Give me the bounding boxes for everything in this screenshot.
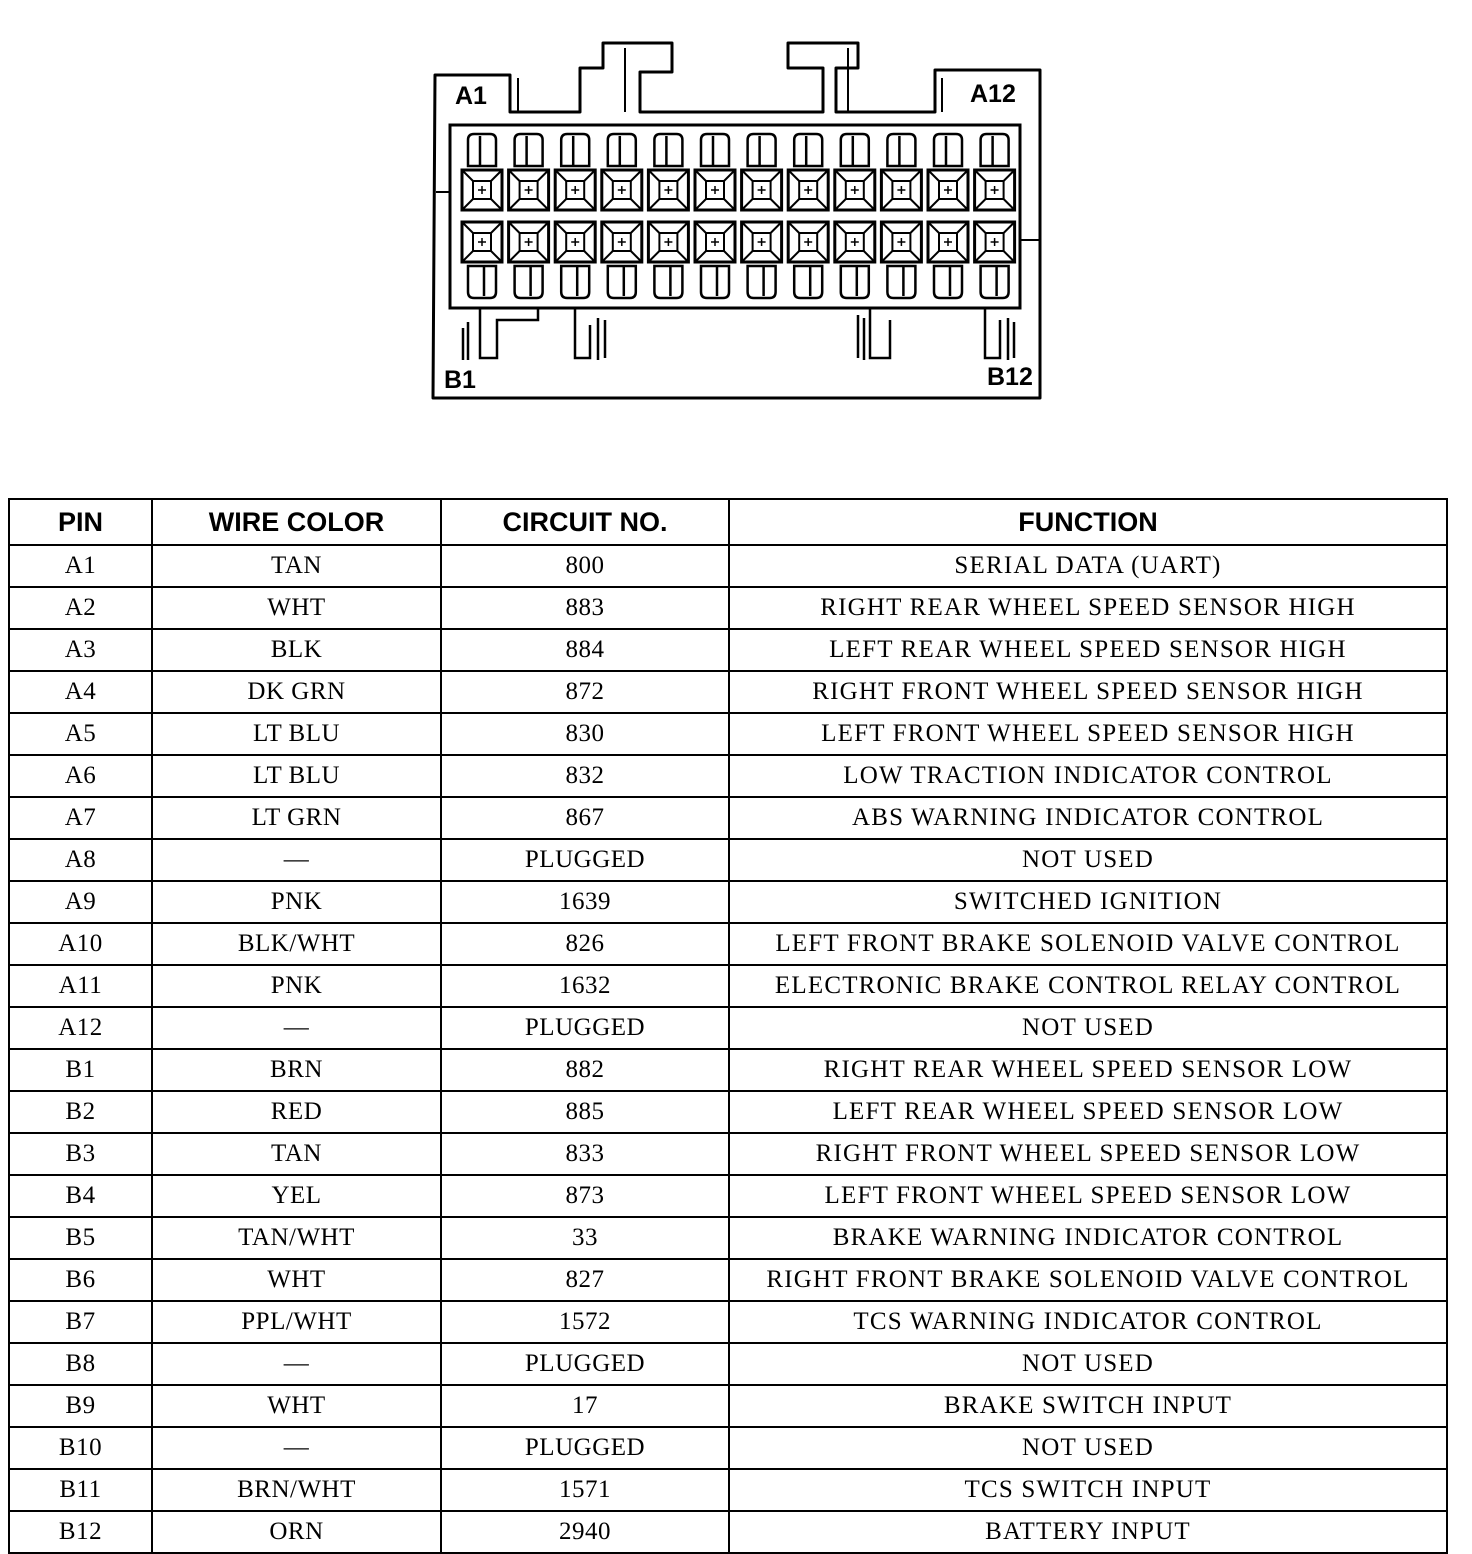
cell-function: LEFT REAR WHEEL SPEED SENSOR LOW [729,1091,1447,1133]
cell-circuit-no: PLUGGED [441,1427,729,1469]
connector-pin-cavities [462,134,1015,298]
pin-cavity [555,170,595,210]
table-row [9,881,1447,923]
table-row [9,1427,1447,1469]
terminal-top [794,134,822,166]
cell-wire-color: YEL [152,1175,441,1217]
table-row [9,671,1447,713]
cell-circuit-no: 882 [441,1049,729,1091]
table-row [9,1385,1447,1427]
label-b1: B1 [444,366,476,394]
terminal-bottom [468,266,496,298]
terminal-bottom [887,266,915,298]
cell-circuit-no: 833 [441,1133,729,1175]
cell-pin: A6 [9,755,152,797]
cell-pin: B3 [9,1133,152,1175]
cell-function: ELECTRONIC BRAKE CONTROL RELAY CONTROL [729,965,1447,1007]
cell-wire-color: PNK [152,965,441,1007]
cell-wire-color: BLK/WHT [152,923,441,965]
pin-cavity [928,222,968,262]
cell-wire-color: WHT [152,1259,441,1301]
cell-function: LEFT FRONT WHEEL SPEED SENSOR LOW [729,1175,1447,1217]
pin-cavity [881,170,921,210]
pin-cavity [742,222,782,262]
cell-pin: A3 [9,629,152,671]
table-row [9,1133,1447,1175]
cell-circuit-no: 832 [441,755,729,797]
pin-cavity [742,170,782,210]
pin-cavity [975,170,1015,210]
cell-function: RIGHT FRONT WHEEL SPEED SENSOR LOW [729,1133,1447,1175]
label-a12: A12 [970,80,1016,108]
connector-latch [518,48,942,112]
table-row [9,1217,1447,1259]
cell-pin: A11 [9,965,152,1007]
cell-pin: B1 [9,1049,152,1091]
pin-cavity [788,170,828,210]
cell-circuit-no: 1572 [441,1301,729,1343]
pin-cavity [555,222,595,262]
cell-function: NOT USED [729,1007,1447,1049]
terminal-top [934,134,962,166]
cell-pin: B6 [9,1259,152,1301]
table-row [9,1091,1447,1133]
table-row [9,923,1447,965]
table-row [9,1007,1447,1049]
pin-cavity [835,170,875,210]
table-row [9,755,1447,797]
terminal-top [608,134,636,166]
cell-pin: B4 [9,1175,152,1217]
pin-cavity [975,222,1015,262]
terminal-top [654,134,682,166]
cell-wire-color: TAN/WHT [152,1217,441,1259]
cell-wire-color: WHT [152,1385,441,1427]
pin-cavity [928,170,968,210]
cell-circuit-no: 826 [441,923,729,965]
cell-pin: A12 [9,1007,152,1049]
cell-wire-color: TAN [152,1133,441,1175]
cell-circuit-no: PLUGGED [441,1343,729,1385]
table-header-row [9,499,1447,545]
cell-circuit-no: 1639 [441,881,729,923]
cell-pin: A8 [9,839,152,881]
cell-wire-color: TAN [152,545,441,587]
pin-cavity [835,222,875,262]
header-wire-color: WIRE COLOR [152,499,441,545]
table-row [9,965,1447,1007]
cell-circuit-no: PLUGGED [441,839,729,881]
cell-function: LOW TRACTION INDICATOR CONTROL [729,755,1447,797]
header-function: FUNCTION [729,499,1447,545]
cell-pin: A9 [9,881,152,923]
cell-pin: A1 [9,545,152,587]
cell-wire-color: DK GRN [152,671,441,713]
cell-circuit-no: 867 [441,797,729,839]
terminal-bottom [981,266,1009,298]
table-row [9,797,1447,839]
pin-cavity [602,170,642,210]
terminal-top [515,134,543,166]
terminal-top [748,134,776,166]
cell-wire-color: — [152,1343,441,1385]
cell-function: NOT USED [729,839,1447,881]
terminal-bottom [515,266,543,298]
cell-pin: A7 [9,797,152,839]
label-b12: B12 [987,363,1033,391]
cell-function: TCS SWITCH INPUT [729,1469,1447,1511]
cell-wire-color: PNK [152,881,441,923]
terminal-bottom [794,266,822,298]
pin-cavity [462,222,502,262]
cell-pin: A5 [9,713,152,755]
cell-function: TCS WARNING INDICATOR CONTROL [729,1301,1447,1343]
cell-pin: B8 [9,1343,152,1385]
table-row [9,1469,1447,1511]
cell-circuit-no: 883 [441,587,729,629]
cell-function: NOT USED [729,1343,1447,1385]
terminal-bottom [654,266,682,298]
cell-function: RIGHT FRONT BRAKE SOLENOID VALVE CONTROL [729,1259,1447,1301]
cell-circuit-no: 17 [441,1385,729,1427]
pin-cavity [695,222,735,262]
pin-cavity [602,222,642,262]
cell-circuit-no: 830 [441,713,729,755]
terminal-top [981,134,1009,166]
cell-function: LEFT FRONT WHEEL SPEED SENSOR HIGH [729,713,1447,755]
cell-wire-color: ORN [152,1511,441,1553]
table-row [9,629,1447,671]
cell-function: RIGHT FRONT WHEEL SPEED SENSOR HIGH [729,671,1447,713]
cell-circuit-no: 2940 [441,1511,729,1553]
cell-wire-color: LT BLU [152,713,441,755]
cell-pin: B2 [9,1091,152,1133]
cell-circuit-no: PLUGGED [441,1007,729,1049]
label-a1: A1 [455,82,487,110]
cell-function: RIGHT REAR WHEEL SPEED SENSOR HIGH [729,587,1447,629]
pin-cavity [509,170,549,210]
cell-wire-color: RED [152,1091,441,1133]
terminal-top [468,134,496,166]
cell-circuit-no: 33 [441,1217,729,1259]
cell-function: NOT USED [729,1427,1447,1469]
cell-circuit-no: 873 [441,1175,729,1217]
terminal-bottom [841,266,869,298]
cell-wire-color: LT GRN [152,797,441,839]
terminal-top [701,134,729,166]
cell-function: LEFT FRONT BRAKE SOLENOID VALVE CONTROL [729,923,1447,965]
terminal-top [561,134,589,166]
table-row [9,1511,1447,1553]
cell-circuit-no: 1571 [441,1469,729,1511]
cell-wire-color: PPL/WHT [152,1301,441,1343]
table-row [9,545,1447,587]
cell-circuit-no: 800 [441,545,729,587]
cell-wire-color: — [152,1007,441,1049]
cell-function: ABS WARNING INDICATOR CONTROL [729,797,1447,839]
pin-cavity [462,170,502,210]
table-row [9,1049,1447,1091]
cell-function: BRAKE WARNING INDICATOR CONTROL [729,1217,1447,1259]
terminal-bottom [701,266,729,298]
cell-wire-color: — [152,839,441,881]
pinout-table [8,498,1448,1554]
cell-function: SERIAL DATA (UART) [729,545,1447,587]
pin-cavity [648,222,688,262]
cell-pin: B9 [9,1385,152,1427]
cell-pin: A10 [9,923,152,965]
pin-cavity [788,222,828,262]
cell-circuit-no: 872 [441,671,729,713]
pin-cavity [695,170,735,210]
table-row [9,1175,1447,1217]
terminal-bottom [748,266,776,298]
pin-cavity [509,222,549,262]
cell-function: BATTERY INPUT [729,1511,1447,1553]
cell-pin: B12 [9,1511,152,1553]
cell-circuit-no: 1632 [441,965,729,1007]
terminal-top [841,134,869,166]
table-row [9,1259,1447,1301]
connector-diagram [0,0,1472,470]
table-row [9,713,1447,755]
table-row [9,1301,1447,1343]
terminal-bottom [608,266,636,298]
cell-pin: B7 [9,1301,152,1343]
cell-wire-color: BRN [152,1049,441,1091]
cell-function: SWITCHED IGNITION [729,881,1447,923]
cell-wire-color: BLK [152,629,441,671]
terminal-bottom [561,266,589,298]
cell-function: RIGHT REAR WHEEL SPEED SENSOR LOW [729,1049,1447,1091]
cell-pin: A2 [9,587,152,629]
cell-pin: B10 [9,1427,152,1469]
terminal-bottom [934,266,962,298]
cell-wire-color: BRN/WHT [152,1469,441,1511]
header-circuit-no: CIRCUIT NO. [441,499,729,545]
cell-function: LEFT REAR WHEEL SPEED SENSOR HIGH [729,629,1447,671]
cell-pin: B5 [9,1217,152,1259]
table-row [9,587,1447,629]
cell-wire-color: — [152,1427,441,1469]
cell-circuit-no: 884 [441,629,729,671]
cell-pin: B11 [9,1469,152,1511]
cell-wire-color: WHT [152,587,441,629]
cell-pin: A4 [9,671,152,713]
cell-circuit-no: 885 [441,1091,729,1133]
cell-circuit-no: 827 [441,1259,729,1301]
pin-cavity [881,222,921,262]
pin-cavity [648,170,688,210]
cell-function: BRAKE SWITCH INPUT [729,1385,1447,1427]
table-row [9,1343,1447,1385]
cell-wire-color: LT BLU [152,755,441,797]
table-row [9,839,1447,881]
header-pin: PIN [9,499,152,545]
terminal-top [887,134,915,166]
connector-bottom-ribs [463,308,1014,360]
